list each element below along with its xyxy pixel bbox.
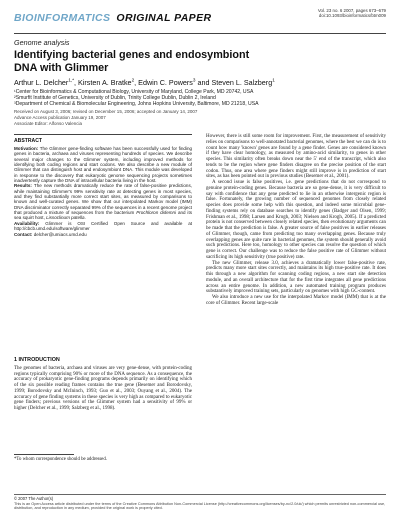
title-line-2: DNA with Glimmer: [14, 62, 109, 74]
affiliation-2: ²Smurfit Institute of Genetics, University of Dublin, Trinity College Dublin, Dublin 2, Ireland: [14, 95, 216, 102]
right-paragraph-1: However, there is still some room for improvement. First, the measurement of sensitivity relies on comparisons to well-annotated bacterial genomes, where the best we can do is to count how many 'known' genes are found by a gene finder. Genes are considered known if they have clear homology, as measured by amino-acid similarity, to genes in other species. This similarity often breaks down near the 5′ end of the transcript, which also tends to be the region where gene finders disagree on the precise position of the start codon. Thus, one area where gene finders might still improve is in prediction of start sites, as has been pointed out in previous studies (Besemer et al., 2001).: [206, 134, 386, 180]
footnote-rule: [14, 454, 74, 455]
affiliation-1: ¹Center for Bioinformatics & Computational Biology, University of Maryland, College Park, MD 20742, USA: [14, 89, 254, 95]
header-rule: [14, 33, 386, 34]
abstract-contact: [14, 232, 192, 237]
contact-label: Contact:: [14, 231, 33, 237]
issue-volume: Vol. 23 no. 6 2007, pages 673–679: [317, 8, 386, 13]
abstract-availability: [14, 221, 192, 232]
author-2: , Kirsten A. Bratke: [74, 78, 132, 87]
issue-doi[interactable]: doi:10.1093/bioinformatics/btm009: [318, 13, 386, 19]
results-text-a: The new methods dramatically reduce the rate of false-positive predictions, while maintaining Glimmer's 99% sensitivity rate at detecting genes in most species, and they find substantially more correct start sites, as measured by comparisons to known and well-curated genes. We show that our interpolated Markov model (IMM) DNA discriminator correctly separated 99% of the sequences in a recent genome project that produced a mixture of sequences from the bacterium: [14, 183, 192, 216]
right-paragraph-3: The new Glimmer, release 3.0, achieves a dramatically lower false-positive rate, predicts many more start sites correctly, and maintains its high true-positive rate. It does this through a new algorithm for scanning coding regions, a new start site detection module, and an overall architecture that for the first time integrates all gene predictions across an entire genome. In addition, a new automated training program produces substantively improved training sets, particularly on genomes with high GC-content.: [206, 260, 386, 295]
received-date: Received on August 3, 2006; revised on December 15, 2006; accepted on January 14, 2007: [14, 109, 198, 114]
right-paragraph-4: We also introduce a new use for the interpolated Markov model (IMM) that is at the core of Glimmer. Recent large-scale: [206, 295, 386, 306]
abstract-heading: ABSTRACT: [14, 138, 43, 144]
results-species-1: Prochloron didemni: [136, 210, 177, 216]
abstract-results: [14, 183, 192, 220]
abstract-rule: [14, 134, 192, 135]
affiliation-3: ³Department of Chemical & Biomolecular Engineering, Johns Hopkins University, Baltimore, MD 21218, USA: [14, 101, 259, 108]
intro-paragraph: The genomes of bacteria, archaea and viruses are very gene-dense, with protein-coding regions typically comprising 90% or more of the DNA sequence. As a consequence, the accuracy of prokaryotic gene-finding programs depends primarily on identifying which of the six possible reading frames contains the true gene (Besemer and Borodovsky, 1999; Borodovsky and McIninch, 1993; Guo et al., 2003; Ouyang et al., 2004). The accuracy of gene finding systems in these species is very high as compared to eukaryotic gene finders; previous versions of the Glimmer system had a sensitivity of 99% or higher (Delcher et al., 1999; Salzberg et al., 1998).: [14, 366, 192, 411]
issue-info: [318, 8, 386, 19]
abstract-motivation: [14, 146, 192, 183]
copyright-notice: [14, 497, 386, 511]
author-3: , Edwin C. Powers: [134, 78, 193, 87]
author-4: and Steven L. Salzberg: [195, 78, 273, 87]
section-tag: Genome analysis: [14, 38, 70, 47]
license-text: This is an Open Access article distributed under the terms of the Creative Commons Attribution Non-Commercial License (http://creativecommons.org/licenses/by-nc/2.0/uk/) which permits unrestricted non-commercial use, distribution, and reproduction in any medium, provided the original work is properly cited.: [14, 501, 386, 511]
paper-title: [14, 49, 314, 75]
journal-header: [14, 5, 386, 31]
journal-brand: [14, 12, 211, 24]
affiliations: [14, 89, 259, 108]
motivation-text: The Glimmer gene-finding software has been successfully used for finding genes in bacteria, archaea and viruses representing hundreds of species. We describe several major changes to the Glimmer system, including improved methods for identifying both coding regions and start codons. We also describe a new module of Glimmer that can distinguish host and endosymbiont DNA. This module was developed in response to the discovery that eukaryotic genome sequencing projects sometimes inadvertently capture the DNA of intracellular bacteria living in the host.: [14, 146, 192, 184]
title-line-1: Identifying bacterial genes and endosymbiont: [14, 49, 250, 61]
results-label: Results:: [14, 183, 32, 189]
availability-text[interactable]: Glimmer is OSI Certified Open Source and available at http://cbcb.umd.edu/software/glimmer: [14, 220, 192, 232]
copyright-line: © 2007 The Author(s): [14, 496, 54, 501]
contact-email[interactable]: delcher@umiacs.umd.edu: [32, 231, 87, 237]
author-2-affil: 2: [131, 77, 135, 83]
associate-editor: Associate Editor: Alfonso Valencia: [14, 121, 82, 126]
article-type: ORIGINAL PAPER: [116, 12, 212, 24]
author-3-affil: 3: [192, 77, 196, 83]
right-paragraph-2: A second issue is false positives, i.e. gene predictions that do not correspond to genuine protein-coding genes. Because bacteria are so gene-dense, it is very difficult to say with confidence that any gene predicted to lie in an otherwise intergenic region is false. Fortunately, the growing number of sequenced genomes from closely related species does provide some help with this question, and indeed some microbial gene-finding systems rely on database searches to identify genes (Badger and Olsen, 1999; Frishman et al., 1998; Larsen and Krogh, 2003; Nielsen and Krogh, 2005). If a predicted protein is not conserved between closely related species, then evolutionary arguments can be made that the prediction is false. A greater source of false positives in earlier releases of Glimmer, though, came from predicting too many overlapping genes. Because truly overlapping genes are quite rare in bacterial genomes, the system should generally avoid such predictions. Here too, homology to other species can resolve the question of which gene is correct. Our challenge was to reduce the false positive rate of Glimmer without sacrificing its high sensitivity (true positive) rate.: [206, 180, 386, 260]
availability-label: Availability:: [14, 220, 40, 226]
intro-heading: 1 INTRODUCTION: [14, 357, 60, 363]
motivation-label: Motivation:: [14, 146, 39, 151]
abstract-block: [14, 134, 192, 237]
author-4-affil: 1: [272, 77, 275, 83]
author-list: [14, 78, 275, 87]
publication-dates: [14, 109, 197, 127]
footnote: *To whom correspondence should be addressed.: [14, 457, 107, 462]
results-text-b: and its sea squirt host,: [14, 210, 192, 221]
author-1: Arthur L. Delcher: [14, 78, 69, 87]
journal-name: BIOINFORMATICS: [14, 12, 111, 24]
right-column: [206, 134, 386, 307]
advance-access: Advance Access publication January 19, 2007: [14, 115, 106, 120]
footer-rule: [14, 494, 386, 495]
author-1-affil: 1,*: [68, 77, 75, 83]
results-text-c: .: [84, 215, 86, 221]
results-species-2: Lissoclinum patella: [46, 215, 85, 221]
